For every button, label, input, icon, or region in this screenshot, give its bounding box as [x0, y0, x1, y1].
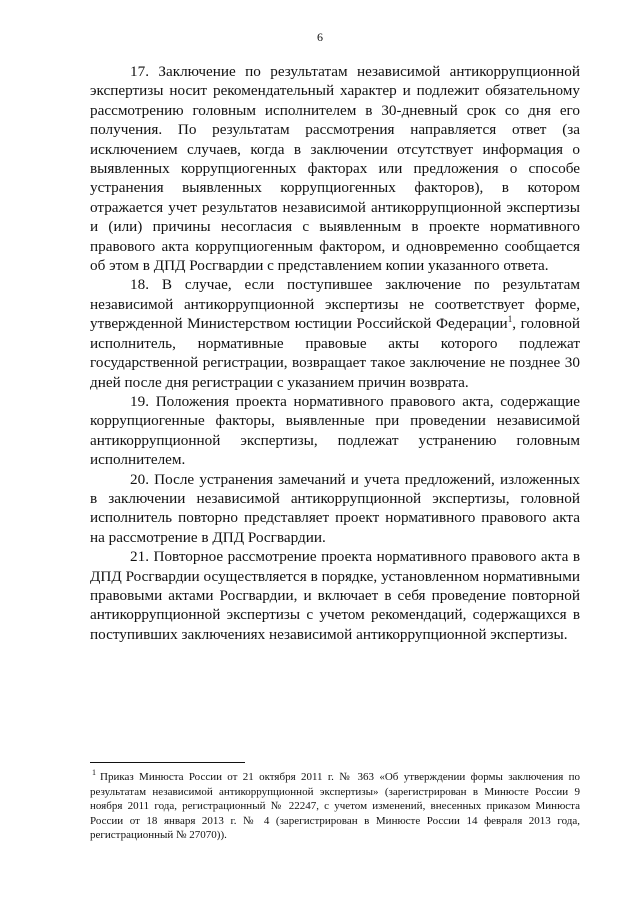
paragraph-20: 20. После устранения замечаний и учета предложений, изложенных в заключении независимой антикоррупционной экспертизы, головной исполнитель повторно представляет проект нормативного правового акта на рассмотрение в ДПД Росгвардии. — [90, 470, 580, 546]
page-number: 6 — [317, 30, 323, 44]
paragraph-18 — [90, 275, 580, 391]
footnote-reference: 1 — [507, 314, 513, 325]
footnote — [90, 770, 580, 843]
footnote-separator — [90, 762, 245, 763]
footnote-marker: 1 — [92, 768, 96, 778]
paragraph-18-text-start: 18. В случае, если поступившее заключение по результатам независимой антикоррупционной экспертизы не соответствует форме, утвержденной Министерством юстиции Российской Федерации — [90, 276, 580, 333]
footnote-text: Приказ Минюста России от 21 октября 2011 г. № 363 «Об утверждении формы заключения по результатам независимой антикоррупционной экспертизы» (зарегистрирован в Минюсте России 9 ноября 2011 года, регистрационный № 22247, с учетом изменений, внесенных приказом Минюста России от 18 января 2013 г. № 4 (зарегистрирован в Минюсте России 14 февраля 2013 года, регистрационный № 27070)). — [90, 771, 580, 842]
paragraph-21: 21. Повторное рассмотрение проекта нормативного правового акта в ДПД Росгвардии осуществляется в порядке, установленном нормативными правовыми актами Росгвардии, и включает в себя проведение повторной антикоррупционной экспертизы с учетом рекомендаций, содержащихся в поступивших заключениях независимой антикоррупционной экспертизы. — [90, 548, 580, 643]
paragraph-18-text-end: , головной исполнитель, нормативные правовые акты которого подлежат государственной регистрации, возвращает такое заключение не позднее 30 дней после дня регистрации с указанием причин возврата. — [90, 315, 581, 391]
paragraph-19: 19. Положения проекта нормативного правового акта, содержащие коррупциогенные факторы, выявленные при проведении независимой антикоррупционной экспертизы, подлежат устранению головным исполнителем. — [90, 392, 580, 469]
document-body — [90, 62, 580, 644]
paragraph-17: 17. Заключение по результатам независимой антикоррупционной экспертизы носит рекомендательный характер и подлежит обязательному рассмотрению головным исполнителем в 30-дневный срок со дня его получения. По результатам рассмотрения направляется ответ (за исключением случаев, когда в заключении отсутствует информация о выявленных коррупциогенных факторах или предложения о способе устранения выявленных коррупциогенных факторов), в котором отражается учет результатов независимой антикоррупционной экспертизы и (или) причины несогласия с выявленным в проекте нормативного правового акта коррупциогенным фактором, и одновременно сообщается об этом в ДПД Росгвардии с представлением копии указанного ответа. — [90, 63, 580, 275]
